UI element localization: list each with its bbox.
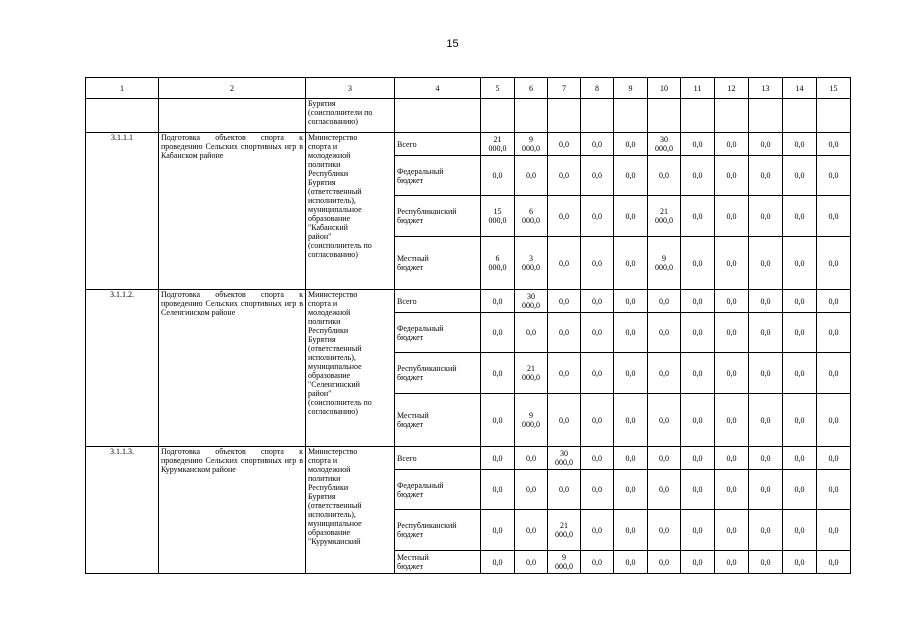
value-cell: 0,0 [581,156,614,196]
value-cell: 0,0 [749,353,783,394]
value-cell: 0,0 [817,470,851,510]
value-cell: 0,0 [515,510,548,551]
value-cell: 0,0 [783,353,817,394]
value-cell: 0,0 [614,510,648,551]
value-cell: 0,0 [581,510,614,551]
funding-source-cell: Республиканский бюджет [395,196,481,237]
value-cell: 0,0 [681,447,715,470]
value-cell: 0,0 [681,394,715,447]
value-cell: 0,0 [614,237,648,290]
value-cell: 9 000,0 [515,394,548,447]
value-cell: 0,0 [817,133,851,156]
value-cell: 3 000,0 [515,237,548,290]
value-cell: 0,0 [515,313,548,353]
value-cell: 0,0 [749,394,783,447]
header-cell: 10 [648,78,681,99]
value-cell: 0,0 [749,447,783,470]
value-cell: 0,0 [614,353,648,394]
funding-source-cell: Республиканский бюджет [395,510,481,551]
value-cell: 0,0 [783,510,817,551]
value-cell: 21 000,0 [515,353,548,394]
value-cell: 0,0 [614,447,648,470]
value-cell: 0,0 [648,470,681,510]
value-cell: 0,0 [817,353,851,394]
value-cell: 0,0 [817,313,851,353]
value-cell: 0,0 [548,470,581,510]
funding-source-cell: Федеральный бюджет [395,470,481,510]
value-cell: 0,0 [581,196,614,237]
table-row [86,290,851,313]
value-cell: 21 000,0 [481,133,515,156]
value-cell: 0,0 [715,394,749,447]
value-cell: 0,0 [614,133,648,156]
value-cell: 0,0 [648,551,681,574]
value-cell: 0,0 [817,156,851,196]
value-cell: 0,0 [481,447,515,470]
header-cell: 14 [783,78,817,99]
value-cell: 0,0 [715,237,749,290]
value-cell: 0,0 [481,394,515,447]
value-cell: 0,0 [614,290,648,313]
value-cell: 0,0 [648,447,681,470]
value-cell: 30 000,0 [648,133,681,156]
header-cell: 5 [481,78,515,99]
funding-source-cell: Федеральный бюджет [395,313,481,353]
value-cell: 0,0 [648,510,681,551]
table-row [86,447,851,470]
header-cell: 7 [548,78,581,99]
value-cell: 0,0 [614,470,648,510]
executors-cell: Министерство спорта и молодежной политики Республики Бурятия (ответственный исполнитель), муниципальное образование "Кабанский район" (соисполнитель по согласованию) [306,133,395,290]
page-number: 15 [446,38,459,50]
value-cell: 0,0 [548,237,581,290]
value-cell: 0,0 [749,133,783,156]
header-cell: 15 [817,78,851,99]
value-cell: 0,0 [548,196,581,237]
value-cell: 30 000,0 [548,447,581,470]
value-cell: 0,0 [614,394,648,447]
value-cell: 0,0 [614,156,648,196]
value-cell: 0,0 [715,551,749,574]
header-cell: 6 [515,78,548,99]
value-cell: 0,0 [481,156,515,196]
executors-cell: Министерство спорта и молодежной политики Республики Бурятия (ответственный исполнитель), муниципальное образование "Селенгинский район" (соисполнитель по согласованию) [306,290,395,447]
value-cell: 0,0 [581,290,614,313]
value-cell: 0,0 [614,313,648,353]
value-cell: 6 000,0 [515,196,548,237]
value-cell: 0,0 [548,353,581,394]
value-cell: 0,0 [749,290,783,313]
value-cell: 0,0 [715,313,749,353]
value-cell: 0,0 [515,447,548,470]
value-cell: 0,0 [749,196,783,237]
value-cell: 0,0 [515,156,548,196]
executors-continuation-cell: Бурятия (соисполнители по согласованию) [306,99,395,133]
item-name-cell: Подготовка объектов спорта к проведению Сельских спортивных игр в Селенгинском районе [159,290,306,447]
value-cell: 0,0 [783,290,817,313]
value-cell: 0,0 [581,313,614,353]
value-cell: 0,0 [715,447,749,470]
value-cell: 0,0 [648,353,681,394]
value-cell: 0,0 [783,313,817,353]
item-number-cell: 3.1.1.3. [86,447,159,574]
executors-cell: Министерство спорта и молодежной политики Республики Бурятия (ответственный исполнитель), муниципальное образование "Курумканский [306,447,395,574]
value-cell: 0,0 [817,290,851,313]
value-cell: 0,0 [749,313,783,353]
funding-source-cell: Республиканский бюджет [395,353,481,394]
header-row [86,78,851,99]
value-cell: 0,0 [715,510,749,551]
continuation-row [86,99,851,133]
item-name-cell: Подготовка объектов спорта к проведению Сельских спортивных игр в Кабанском районе [159,133,306,290]
value-cell: 0,0 [548,133,581,156]
value-cell: 0,0 [783,133,817,156]
value-cell: 0,0 [481,551,515,574]
value-cell: 15 000,0 [481,196,515,237]
value-cell: 0,0 [581,394,614,447]
value-cell: 0,0 [749,510,783,551]
value-cell: 0,0 [783,470,817,510]
value-cell: 0,0 [817,196,851,237]
funding-source-cell: Местный бюджет [395,551,481,574]
header-cell: 8 [581,78,614,99]
value-cell: 0,0 [783,237,817,290]
value-cell: 0,0 [681,196,715,237]
item-name-cell: Подготовка объектов спорта к проведению Сельских спортивных игр в Курумканском районе [159,447,306,574]
value-cell: 0,0 [581,133,614,156]
value-cell: 0,0 [749,551,783,574]
value-cell: 0,0 [715,133,749,156]
value-cell: 0,0 [581,551,614,574]
header-cell: 13 [749,78,783,99]
value-cell: 0,0 [681,353,715,394]
value-cell: 0,0 [481,470,515,510]
value-cell: 0,0 [614,196,648,237]
value-cell: 21 000,0 [648,196,681,237]
value-cell: 9 000,0 [648,237,681,290]
value-cell: 0,0 [715,470,749,510]
value-cell: 0,0 [681,133,715,156]
header-cell: 11 [681,78,715,99]
value-cell: 0,0 [581,237,614,290]
value-cell: 0,0 [783,447,817,470]
value-cell: 0,0 [581,353,614,394]
value-cell: 30 000,0 [515,290,548,313]
value-cell: 6 000,0 [481,237,515,290]
table-row [86,133,851,156]
value-cell: 0,0 [481,353,515,394]
value-cell: 0,0 [715,196,749,237]
header-cell: 4 [395,78,481,99]
funding-source-cell: Всего [395,290,481,313]
header-cell: 9 [614,78,648,99]
funding-source-cell: Всего [395,133,481,156]
value-cell: 0,0 [817,237,851,290]
value-cell: 0,0 [715,290,749,313]
value-cell: 0,0 [648,156,681,196]
funding-source-cell: Федеральный бюджет [395,156,481,196]
funding-source-cell: Местный бюджет [395,394,481,447]
value-cell: 0,0 [581,470,614,510]
value-cell: 0,0 [681,470,715,510]
value-cell: 0,0 [715,353,749,394]
value-cell: 0,0 [783,394,817,447]
value-cell: 0,0 [481,290,515,313]
value-cell: 0,0 [817,510,851,551]
value-cell: 9 000,0 [515,133,548,156]
value-cell: 0,0 [783,156,817,196]
value-cell: 0,0 [817,551,851,574]
value-cell: 0,0 [783,196,817,237]
value-cell: 0,0 [715,156,749,196]
value-cell: 0,0 [481,510,515,551]
value-cell: 0,0 [783,551,817,574]
value-cell: 0,0 [681,290,715,313]
value-cell: 0,0 [481,313,515,353]
value-cell: 0,0 [648,290,681,313]
value-cell: 0,0 [681,510,715,551]
value-cell: 0,0 [648,394,681,447]
value-cell: 0,0 [614,551,648,574]
value-cell: 0,0 [681,313,715,353]
value-cell: 0,0 [581,447,614,470]
header-cell: 1 [86,78,159,99]
funding-source-cell: Местный бюджет [395,237,481,290]
value-cell: 21 000,0 [548,510,581,551]
value-cell: 0,0 [749,237,783,290]
value-cell: 0,0 [548,290,581,313]
value-cell: 0,0 [817,394,851,447]
value-cell: 0,0 [749,156,783,196]
value-cell: 9 000,0 [548,551,581,574]
program-budget-table [85,77,851,574]
item-number-cell: 3.1.1.1 [86,133,159,290]
value-cell: 0,0 [681,551,715,574]
funding-source-cell: Всего [395,447,481,470]
header-cell: 3 [306,78,395,99]
value-cell: 0,0 [648,313,681,353]
header-cell: 12 [715,78,749,99]
header-cell: 2 [159,78,306,99]
value-cell: 0,0 [548,394,581,447]
value-cell: 0,0 [749,470,783,510]
value-cell: 0,0 [548,156,581,196]
value-cell: 0,0 [515,551,548,574]
value-cell: 0,0 [681,156,715,196]
value-cell: 0,0 [548,313,581,353]
value-cell: 0,0 [817,447,851,470]
value-cell: 0,0 [681,237,715,290]
value-cell: 0,0 [515,470,548,510]
item-number-cell: 3.1.1.2. [86,290,159,447]
